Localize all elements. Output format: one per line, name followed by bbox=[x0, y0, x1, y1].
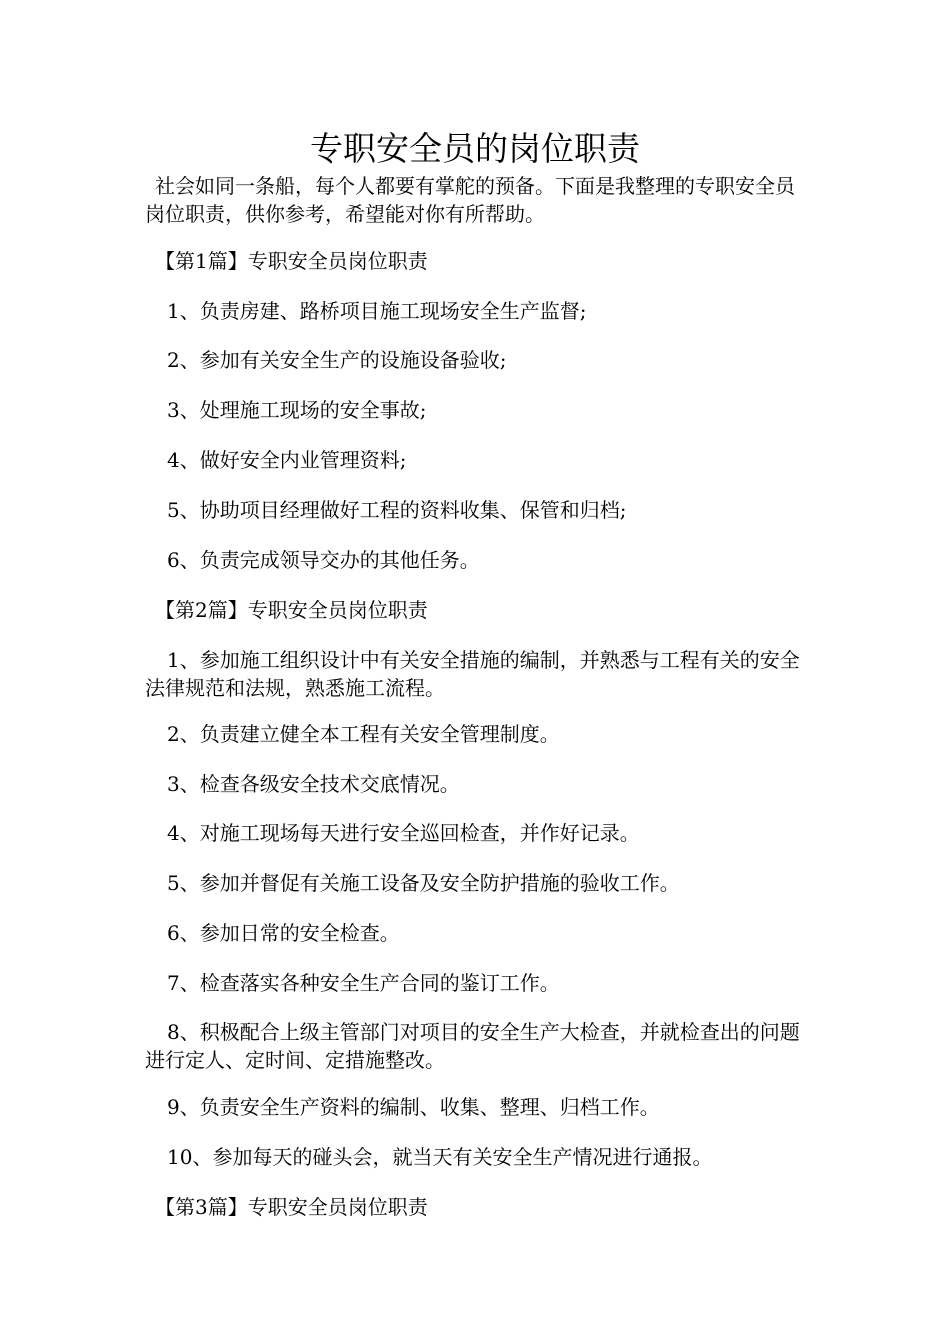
section-2-item-5: 5、参加并督促有关施工设备及安全防护措施的验收工作。 bbox=[167, 871, 680, 895]
section-2-item-7: 7、检查落实各种安全生产合同的鉴订工作。 bbox=[167, 971, 560, 995]
section-2-item-6: 6、参加日常的安全检查。 bbox=[167, 921, 400, 945]
section-2-item-9: 9、负责安全生产资料的编制、收集、整理、归档工作。 bbox=[167, 1095, 660, 1119]
section-2-item-10: 10、参加每天的碰头会，就当天有关安全生产情况进行通报。 bbox=[167, 1145, 713, 1169]
section-1-item-3: 3、处理施工现场的安全事故; bbox=[167, 398, 427, 422]
section-1-item-2: 2、参加有关安全生产的设施设备验收; bbox=[167, 348, 507, 372]
section-2-item-4: 4、对施工现场每天进行安全巡回检查，并作好记录。 bbox=[167, 821, 640, 845]
section-1-item-5: 5、协助项目经理做好工程的资料收集、保管和归档; bbox=[167, 498, 627, 522]
document-title: 专职安全员的岗位职责 bbox=[310, 129, 640, 168]
section-1-item-6: 6、负责完成领导交办的其他任务。 bbox=[167, 548, 480, 572]
section-2-item-2: 2、负责建立健全本工程有关安全管理制度。 bbox=[167, 722, 560, 746]
section-1-item-1: 1、负责房建、路桥项目施工现场安全生产监督; bbox=[167, 299, 587, 323]
intro-paragraph: 社会如同一条船，每个人都要有掌舵的预备。下面是我整理的专职安全员岗位职责，供你参考，希望能对你有所帮助。 bbox=[145, 174, 795, 226]
section-2-item-1: 1、参加施工组织设计中有关安全措施的编制，并熟悉与工程有关的安全法律规范和法规，熟悉施工流程。 bbox=[145, 648, 800, 700]
section-2-item-3: 3、检查各级安全技术交底情况。 bbox=[167, 772, 460, 796]
section-2-item-8: 8、积极配合上级主管部门对项目的安全生产大检查，并就检查出的问题进行定人、定时间、定措施整改。 bbox=[145, 1020, 800, 1072]
section-1-item-4: 4、做好安全内业管理资料; bbox=[167, 448, 407, 472]
section-1-heading: 【第1篇】专职安全员岗位职责 bbox=[155, 249, 428, 273]
section-3-heading: 【第3篇】专职安全员岗位职责 bbox=[155, 1195, 428, 1219]
section-2-heading: 【第2篇】专职安全员岗位职责 bbox=[155, 598, 428, 622]
